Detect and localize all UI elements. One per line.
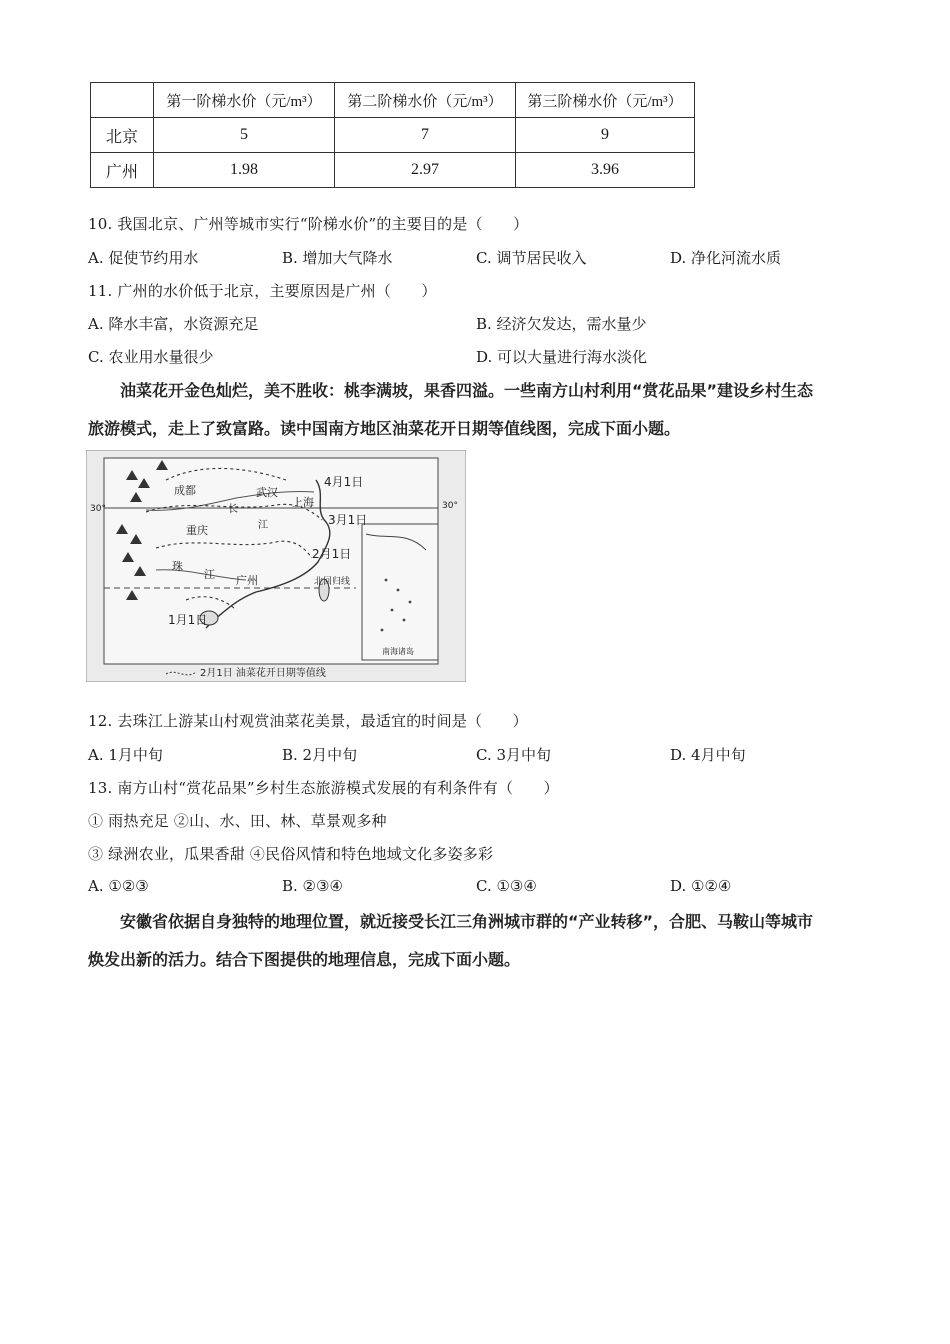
isoline-label: 3月1日 [328, 513, 368, 527]
q10-option-b[interactable]: B. 增加大气降水 [282, 249, 393, 267]
table-cell: 3.96 [516, 153, 695, 188]
table-header-row [91, 83, 695, 118]
passage-anhui [88, 903, 868, 979]
table-row [91, 153, 695, 188]
isoline-label: 1月1日 [168, 613, 208, 627]
city-label: 广州 [236, 574, 258, 587]
table-cell: 9 [516, 118, 695, 153]
question-13-stem: 13. 南方山村“赏花品果”乡村生态旅游模式发展的有利条件有（ ） [88, 779, 559, 797]
rapeseed-isoline-map [86, 450, 466, 682]
water-price-table [90, 82, 695, 188]
question-12-stem: 12. 去珠江上游某山村观赏油菜花美景，最适宜的时间是（ ） [88, 712, 528, 730]
isoline-label: 4月1日 [324, 475, 364, 489]
q12-option-a[interactable]: A. 1月中旬 [88, 746, 163, 764]
question-10-stem: 10. 我国北京、广州等城市实行“阶梯水价”的主要目的是（ ） [88, 215, 529, 233]
table-cell: 2.97 [335, 153, 516, 188]
q11-option-a[interactable]: A. 降水丰富，水资源充足 [88, 315, 259, 333]
q13-option-a[interactable]: A. ①②③ [88, 877, 149, 895]
q10-option-a[interactable]: A. 促使节约用水 [88, 249, 199, 267]
q13-option-c[interactable]: C. ①③④ [476, 877, 537, 895]
question-11-stem: 11. 广州的水价低于北京，主要原因是广州（ ） [88, 282, 437, 300]
q13-items-line-2: ③ 绿洲农业，瓜果香甜 ④民俗风情和特色地域文化多姿多彩 [88, 845, 494, 863]
passage-line: 焕发出新的活力。结合下图提供的地理信息，完成下面小题。 [88, 950, 521, 969]
table-header: 第三阶梯水价（元/m³） [516, 83, 695, 118]
map-legend: 2月1日 油菜花开日期等值线 [200, 668, 326, 679]
table-cell: 北京 [91, 118, 154, 153]
city-label: 成都 [174, 484, 196, 497]
table-cell: 5 [154, 118, 335, 153]
south-china-sea-inset [362, 524, 438, 660]
passage-line: 安徽省依据自身独特的地理位置，就近接受长江三角洲城市群的“产业转移”，合肥、马鞍山等城市 [120, 912, 814, 931]
q13-items-line-1: ① 雨热充足 ②山、水、田、林、草景观多种 [88, 812, 387, 830]
city-label: 上海 [292, 496, 314, 509]
passage-rapeseed [88, 372, 868, 448]
q13-option-d[interactable]: D. ①②④ [670, 877, 732, 895]
river-label: 珠 [172, 560, 183, 573]
q11-option-b[interactable]: B. 经济欠发达，需水量少 [476, 315, 647, 333]
q13-option-b[interactable]: B. ②③④ [282, 877, 343, 895]
q12-option-c[interactable]: C. 3月中旬 [476, 746, 552, 764]
table-cell: 广州 [91, 153, 154, 188]
table-header: 第一阶梯水价（元/m³） [154, 83, 335, 118]
river-label: 长 [228, 504, 238, 515]
passage-line: 旅游模式，走上了致富路。读中国南方地区油菜花开日期等值线图，完成下面小题。 [88, 419, 681, 438]
q11-option-d[interactable]: D. 可以大量进行海水淡化 [476, 348, 648, 366]
table-cell: 7 [335, 118, 516, 153]
q11-option-c[interactable]: C. 农业用水量很少 [88, 348, 214, 366]
city-label: 武汉 [256, 486, 278, 499]
table-cell [91, 83, 154, 118]
q12-option-b[interactable]: B. 2月中旬 [282, 746, 358, 764]
tropic-label: 北回归线 [314, 577, 351, 587]
inset-label: 南海诸岛 [382, 647, 414, 656]
river-label: 江 [258, 520, 268, 531]
q12-option-d[interactable]: D. 4月中旬 [670, 746, 746, 764]
lat-label-left: 30° [90, 504, 106, 514]
q10-option-d[interactable]: D. 净化河流水质 [670, 249, 782, 267]
table-cell: 1.98 [154, 153, 335, 188]
river-label: 江 [204, 568, 215, 581]
lat-label-right: 30° [442, 501, 458, 511]
city-label: 重庆 [186, 524, 208, 537]
table-row [91, 118, 695, 153]
passage-line: 油菜花开金色灿烂，美不胜收：桃李满坡，果香四溢。一些南方山村利用“赏花品果”建设乡村生态 [120, 381, 814, 400]
table-header: 第二阶梯水价（元/m³） [335, 83, 516, 118]
isoline-label: 2月1日 [312, 547, 352, 561]
q10-option-c[interactable]: C. 调节居民收入 [476, 249, 587, 267]
